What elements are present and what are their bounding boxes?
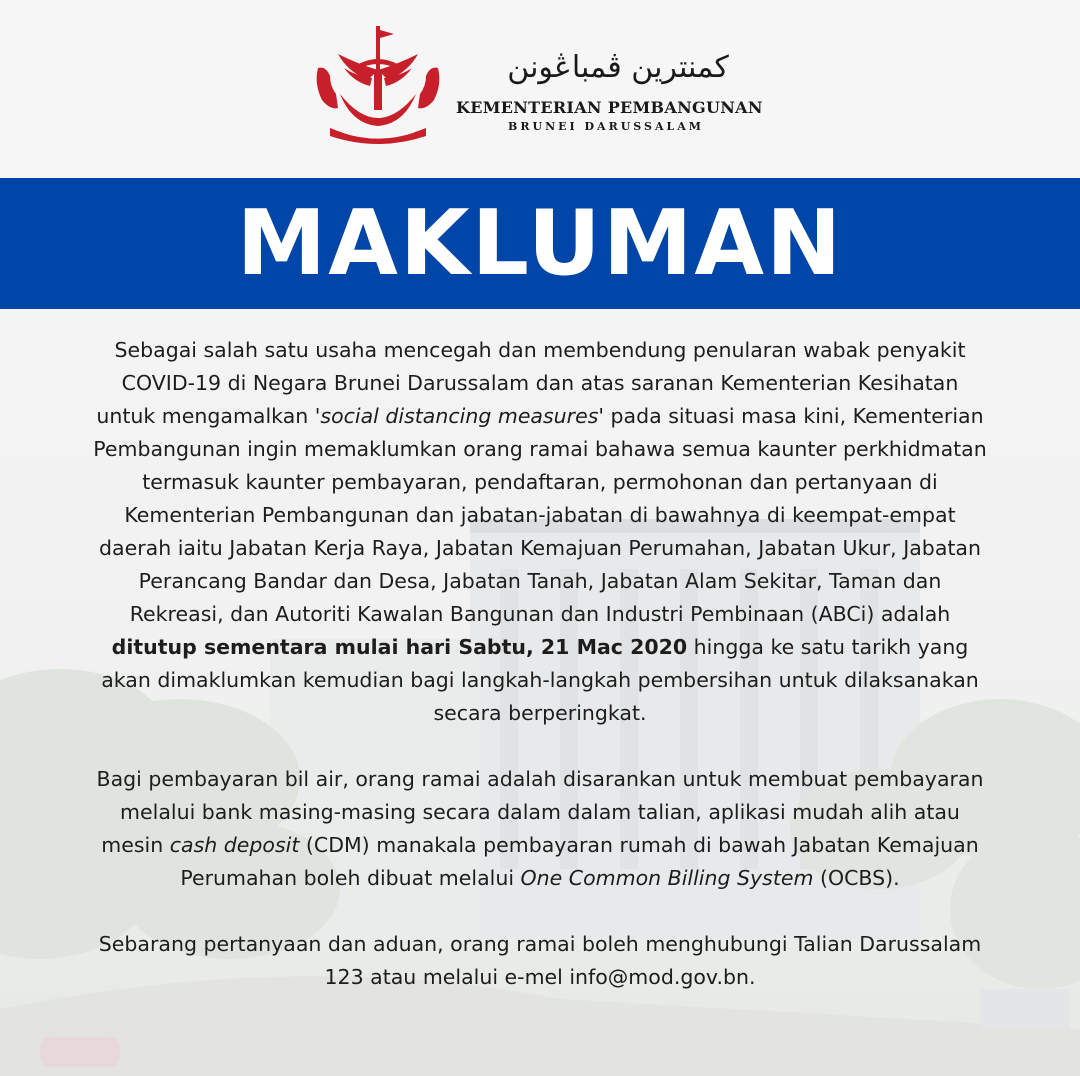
- ministry-header: [0, 0, 1080, 178]
- title-banner: [0, 178, 1080, 309]
- p1-closure-date: ditutup sementara mulai hari Sabtu, 21 Mac 2020: [111, 635, 688, 659]
- paragraph-payment: [90, 763, 990, 895]
- p1-italic-term: 'social distancing measures': [314, 404, 605, 428]
- brunei-crest-icon: [312, 24, 444, 148]
- ministry-title-block: [456, 50, 763, 133]
- p2-text-2: (CDM) manakala pembayaran rumah di bawah Jabatan Kemajuan Perumahan boleh dibuat melalui: [180, 833, 979, 890]
- p1-text-3: hingga ke satu tarikh yang akan dimaklumkan kemudian bagi langkah-langkah pembersihan untuk dilaksanakan secara berperingkat.: [101, 635, 979, 725]
- p2-text-1: Bagi pembayaran bil air, orang ramai adalah disarankan untuk membuat pembayaran melalui bank masing-masing secara dalam dalam talian, aplikasi mudah alih atau mesin: [96, 767, 984, 857]
- paragraph-contact: [90, 928, 990, 994]
- ministry-name: KEMENTERIAN PEMBANGUNAN: [456, 98, 763, 117]
- p3-text-1: Sebarang pertanyaan dan aduan, orang ramai boleh menghubungi Talian Darussalam 123 atau melalui e-mel info@mod.gov.bn.: [98, 932, 982, 989]
- paragraph-closure: [90, 334, 990, 730]
- p1-text-2: pada situasi masa kini, Kementerian Pembangunan ingin memaklumkan orang ramai bahawa semua kaunter perkhidmatan termasuk kaunter pembayaran, pendaftaran, permohonan dan pertanyaan di Kementerian Pembangunan dan jabatan-jabatan di bawahnya di keempat-empat daerah iaitu Jabatan Kerja Raya, Jabatan Kemajuan Perumahan, Jabatan Ukur, Jabatan Perancang Bandar dan Desa, Jabatan Tanah, Jabatan Alam Sekitar, Taman dan Rekreasi, dan Autoriti Kawalan Bangunan dan Industri Pembinaan (ABCi) adalah: [93, 404, 987, 626]
- page-title: MAKLUMAN: [236, 190, 844, 296]
- p2-text-3: (OCBS).: [813, 866, 900, 890]
- p1-text-1: Sebagai salah satu usaha mencegah dan membendung penularan wabak penyakit COVID-19 di Negara Brunei Darussalam dan atas saranan Kementerian Kesihatan untuk mengamalkan: [96, 338, 966, 428]
- ministry-jawi-name: كمنترين ڤمباڠونن: [507, 50, 729, 85]
- p2-italic-cdm: cash deposit: [169, 833, 300, 857]
- p2-italic-ocbs: One Common Billing System: [520, 866, 814, 890]
- ministry-country: BRUNEI DARUSSALAM: [508, 120, 704, 133]
- announcement-body: [90, 334, 990, 994]
